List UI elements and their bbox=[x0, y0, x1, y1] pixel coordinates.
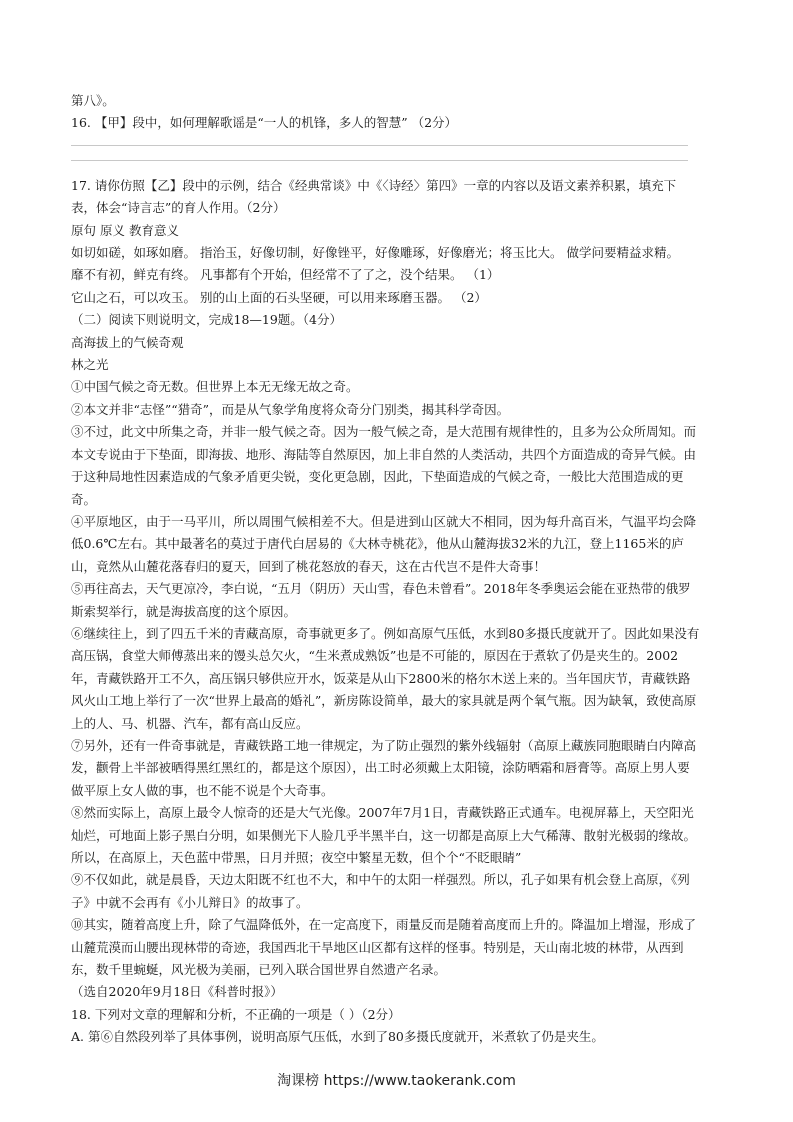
paragraph: ⑤再往高去，天气更凉冷，李白说，“五月（阴历）天山雪，春色未曾看”。2018年冬季奥运会能在亚热带的俄罗斯索契举行，就是海拔高度的这个原因。 bbox=[71, 581, 691, 619]
paragraph: ①中国气候之奇无数。但世界上本无无缘无故之奇。 bbox=[71, 379, 359, 395]
article-title: 高海拔上的气候奇观 bbox=[71, 334, 184, 350]
table-header: 原句 原义 教育意义 bbox=[71, 222, 179, 238]
document-body bbox=[71, 90, 701, 1049]
text-line: 第八》。 bbox=[71, 93, 115, 108]
paragraph: ②本文并非“志怪”“猎奇”，而是从气象学角度将众奇分门别类，揭其科学奇因。 bbox=[71, 401, 510, 417]
section-heading: （二）阅读下则说明文，完成18—19题。（4分） bbox=[71, 312, 343, 328]
paragraph: ④平原地区，由于一马平川，所以周围气候相差不大。但是进到山区就大不相同，因为每升高百米，气温平均会降低0.6℃左右。其中最著名的莫过于唐代白居易的《大林寺桃花》，他从山麓海拔32米的九江，登上1165米的庐山，竟然从山麓花落春归的夏天，回到了桃花怒放的春天，这在古代岂不是件大奇事！ bbox=[71, 513, 697, 574]
question-17: 17. 请你仿照【乙】段中的示例，结合《经典常谈》中《〈诗经〉第四》一章的内容以及语文素养积累，填充下表，体会“诗言志”的育人作用。（2分） bbox=[71, 177, 677, 216]
footer-watermark: 淘课榜 https://www.taokerank.com bbox=[277, 1073, 516, 1089]
question-16: 16. 【甲】段中，如何理解歌谣是“一人的机锋，多人的智慧” （2分） bbox=[71, 115, 458, 131]
table-row: 如切如磋，如琢如磨。 指治玉，好像切制，好像锉平，好像雕琢，好像磨光；将玉比大。 做学问要精益求精。 bbox=[71, 245, 679, 261]
paragraph: ⑨不仅如此，就是晨昏，天边太阳既不红也不大，和中午的太阳一样强烈。所以，孔子如果有机会登上高原，《列子》中就不会再有《小儿辩日》的故事了。 bbox=[71, 872, 690, 910]
answer-line bbox=[71, 145, 688, 146]
paragraph: ⑥继续往上，到了四五千米的青藏高原，奇事就更多了。例如高原气压低，水到80多摄氏度就开了。因此如果没有高压锅，食堂大师傅蒸出来的馒头总欠火，“生米煮成熟饭”也是不可能的，原因在于煮软了仍是夹生的。2002年，青藏铁路开工不久，高压锅只够供应开水，饭菜是从山下2800米的格尔木送上来的。当年国庆节，青藏铁路风火山工地上举行了一次“世界上最高的婚礼”，新房陈设简单，最大的家具就是两个氧气瓶。因为缺氧，致使高原上的人、马、机器、汽车，都有高山反应。 bbox=[71, 625, 700, 731]
source-note: （选自2020年9月18日《科普时报》） bbox=[71, 984, 283, 1000]
paragraph: ⑦另外，还有一件奇事就是，青藏铁路工地一律规定，为了防止强烈的紫外线辐射（高原上藏族同胞眼睛白内障高发，颧骨上半部被晒得黑红黑红的，都是这个原因），出工时必须戴上太阳镜，涂防晒霜和唇膏等。高原上男人要做平原上女人做的事，也不能不说是个大奇事。 bbox=[71, 737, 697, 798]
question-18: 18. 下列对文章的理解和分析，不正确的一项是（ ）（2分） bbox=[71, 1006, 401, 1022]
table-row: 靡不有初，鲜克有终。 凡事都有个开始，但经常不了了之，没个结果。 （1） bbox=[71, 267, 500, 283]
option-a: A. 第⑥自然段列举了具体事例，说明高原气压低，水到了80多摄氏度就开，米煮软了仍是夹生。 bbox=[71, 1029, 604, 1045]
table-row: 它山之石，可以攻玉。 别的山上面的石头坚硬，可以用来琢磨玉器。 （2） bbox=[71, 289, 487, 305]
paragraph: ⑧然而实际上，高原上最令人惊奇的还是大气光像。2007年7月1日，青藏铁路正式通车。电视屏幕上，天空阳光灿烂，可地面上影子黑白分明，如果侧光下人脸几乎半黑半白，这一切都是高原上大气稀薄、散射光极弱的缘故。所以，在高原上，天色蓝中带黑，日月并照；夜空中繁星无数，但个个“不眨眼睛” bbox=[71, 805, 697, 865]
paragraph: ③不过，此文中所集之奇，并非一般气候之奇。因为一般气候之奇，是大范围有规律性的，且多为公众所周知。而本文专说由于下垫面，即海拔、地形、海陆等自然原因，加上非自然的人类活动，共四个方面造成的奇异气候。由于这种局地性因素造成的气象矛盾更尖锐，变化更急剧，因此，下垫面造成的气候之奇，一般比大范围造成的更奇。 bbox=[71, 424, 697, 507]
paragraph: ⑩其实，随着高度上升，除了气温降低外，在一定高度下，雨量反而是随着高度而上升的。降温加上增湿，形成了山麓荒漠而山腰出现林带的奇迹，我国西北干旱地区山区都有这样的怪事。特别是，天山南北坡的林带，从西到东，数千里蜿蜒，风光极为美丽，已列入联合国世界自然遗产名录。 bbox=[71, 917, 697, 978]
article-author: 林之光 bbox=[71, 357, 109, 373]
answer-line bbox=[71, 160, 688, 161]
